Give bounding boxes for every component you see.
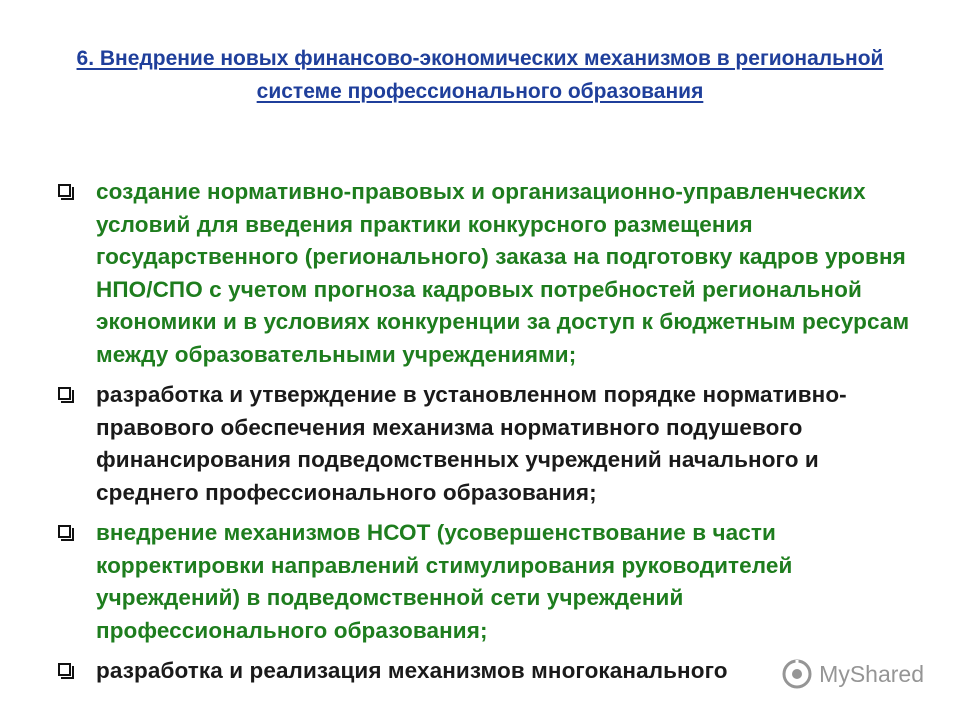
bullet-text: разработка и реализация механизмов многоканального bbox=[96, 658, 728, 683]
checkbox-bullet-icon bbox=[58, 525, 71, 538]
watermark-text: MyShared bbox=[819, 660, 924, 687]
myshared-logo-icon bbox=[781, 658, 813, 690]
bullet-text: внедрение механизмов НСОТ (усовершенствование в части корректировки направлений стимулирования руководителей учреждений) в подведомственной сети учреждений профессионального образования; bbox=[96, 520, 793, 643]
bullet-text: создание нормативно-правовых и организационно-управленческих условий для введения практики конкурсного размещения государственного (регионального) заказа на подготовку кадров уровня НПО/СПО с учетом прогноза кадровых потребностей региональной экономики и в условиях конкуренции за доступ к бюджетным ресурсам между образовательными учреждениями; bbox=[96, 179, 910, 367]
slide-title: 6. Внедрение новых финансово-экономических механизмов в региональной системе профессионального образования bbox=[76, 47, 884, 103]
bullet-list bbox=[58, 176, 918, 696]
list-item bbox=[58, 379, 918, 509]
checkbox-bullet-icon bbox=[58, 184, 71, 197]
list-item bbox=[58, 517, 918, 647]
checkbox-bullet-icon bbox=[58, 663, 71, 676]
list-item bbox=[58, 176, 918, 371]
checkbox-bullet-icon bbox=[58, 387, 71, 400]
watermark bbox=[781, 658, 924, 690]
bullet-text: разработка и утверждение в установленном порядке нормативно-правового обеспечения механизма нормативного подушевого финансирования подведомственных учреждений начального и среднего профессионального образования; bbox=[96, 382, 847, 505]
